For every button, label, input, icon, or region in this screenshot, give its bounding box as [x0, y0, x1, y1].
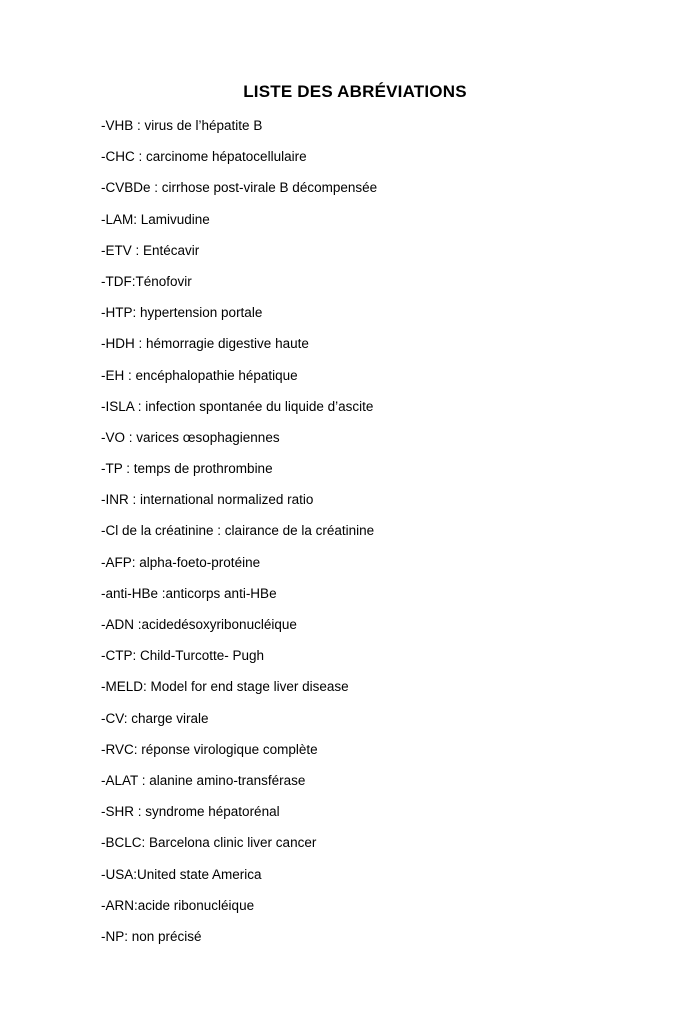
list-item: -INR : international normalized ratio — [101, 492, 314, 508]
list-item: -anti-HBe :anticorps anti-HBe — [101, 585, 277, 601]
list-item: -CV: charge virale — [101, 710, 209, 726]
list-item: -CHC : carcinome hépatocellulaire — [101, 149, 307, 165]
list-item: -ADN :acidedésoxyribonucléique — [101, 617, 297, 632]
list-item: -BCLC: Barcelona clinic liver cancer — [101, 835, 317, 851]
list-item: -SHR : syndrome hépatorénal — [101, 804, 280, 820]
page-title: LISTE DES ABRÉVIATIONS — [243, 82, 467, 101]
list-item: -ETV : Entécavir — [101, 242, 200, 258]
list-item: -Cl de la créatinine : clairance de la créatinine — [101, 523, 375, 539]
list-item: -TP : temps de prothrombine — [101, 461, 273, 477]
list-item: -HDH : hémorragie digestive haute — [101, 336, 309, 352]
list-item: -NP: non précisé — [101, 928, 202, 944]
list-item: -VO : varices œsophagiennes — [101, 429, 280, 445]
list-item: -MELD: Model for end stage liver disease — [101, 679, 349, 695]
abbreviation-list — [101, 116, 377, 958]
list-item: -USA:United state America — [101, 866, 262, 882]
list-item: -TDF:Ténofovir — [101, 273, 192, 289]
list-item: -ALAT : alanine amino-transférase — [101, 772, 306, 788]
list-item: -ISLA : infection spontanée du liquide d’ascite — [101, 398, 374, 414]
list-item: -EH : encéphalopathie hépatique — [101, 367, 298, 383]
list-item: -CTP: Child-Turcotte- Pugh — [101, 648, 265, 664]
list-item: -ARN:acide ribonucléique — [101, 897, 255, 913]
list-item: -HTP: hypertension portale — [101, 305, 263, 321]
list-item: -VHB : virus de l’hépatite B — [101, 118, 263, 133]
list-item: -CVBDe : cirrhose post-virale B décompensée — [101, 180, 378, 196]
list-item: -AFP: alpha-foeto-protéine — [101, 554, 261, 570]
list-item: -RVC: réponse virologique complète — [101, 741, 318, 757]
list-item: -LAM: Lamivudine — [101, 211, 210, 227]
